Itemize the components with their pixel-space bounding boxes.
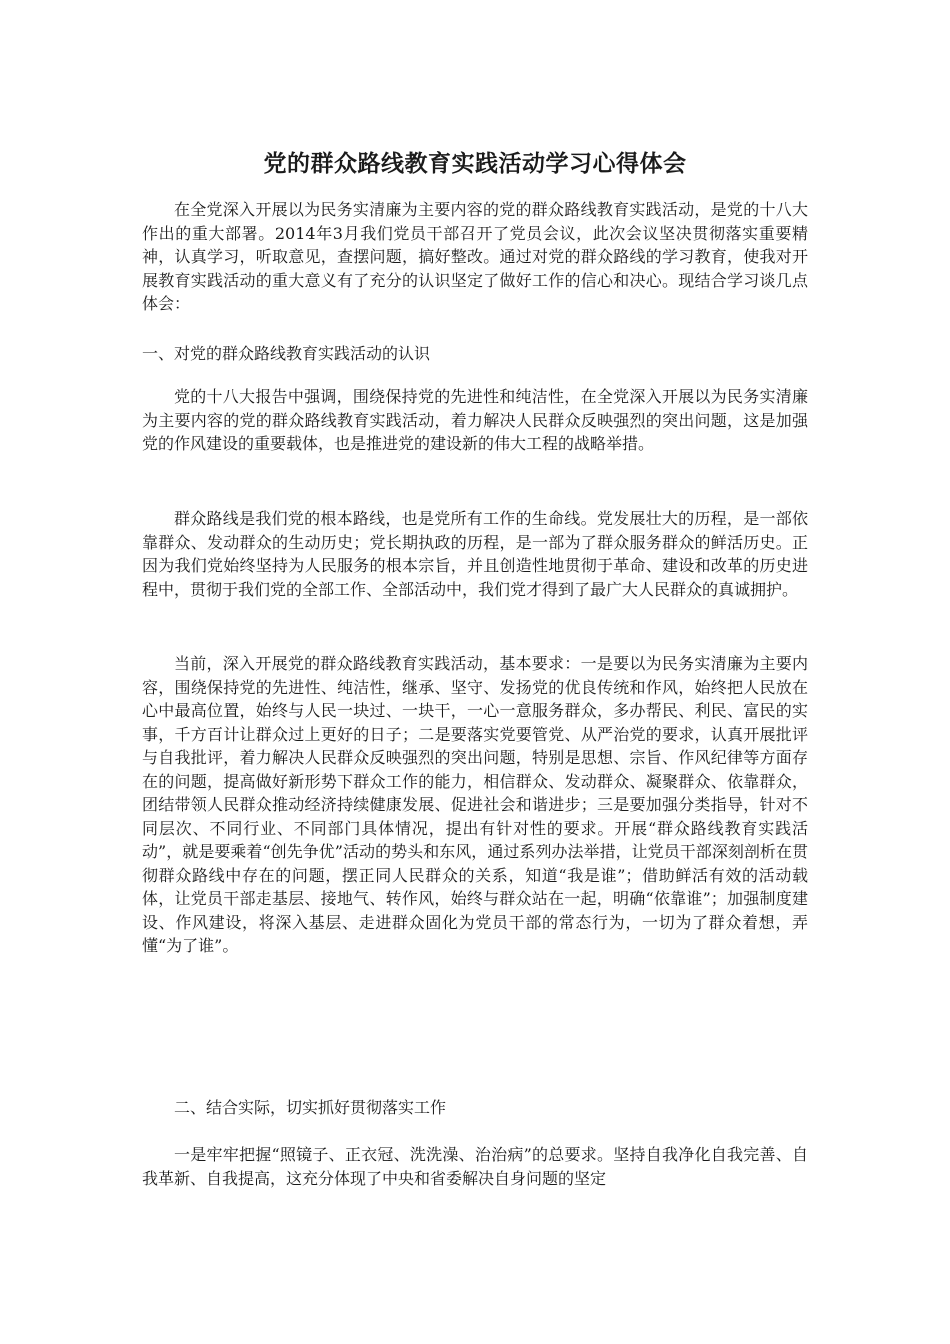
- section-two-paragraph-1: 一是牢牢把握“照镜子、正衣冠、洗洗澡、治治病”的总要求。坚持自我净化自我完善、自我革新、自我提高，这充分体现了中央和省委解决自身问题的坚定: [142, 1145, 808, 1188]
- section-one-heading: 一、对党的群众路线教育实践活动的认识: [142, 344, 431, 363]
- section-one-paragraph-1: 党的十八大报告中强调，围绕保持党的先进性和纯洁性，在全党深入开展以为民务实清廉为主要内容的党的群众路线教育实践活动，着力解决人民群众反映强烈的突出问题，这是加强党的作风建设的重要载体，也是推进党的建设新的伟大工程的战略举措。: [142, 387, 808, 453]
- section-one-paragraph-2: 群众路线是我们党的根本路线，也是党所有工作的生命线。党发展壮大的历程，是一部依靠群众、发动群众的生动历史；党长期执政的历程，是一部为了群众服务群众的鲜活历史。正因为我们党始终坚持为人民服务的根本宗旨，并且创造性地贯彻于革命、建设和改革的历史进程中，贯彻于我们党的全部工作、全部活动中，我们党才得到了最广大人民群众的真诚拥护。: [142, 509, 808, 599]
- section-two-heading: 二、结合实际，切实抓好贯彻落实工作: [174, 1098, 447, 1117]
- document-title: 党的群众路线教育实践活动学习心得体会: [263, 150, 687, 178]
- section-one-paragraph-3: 当前，深入开展党的群众路线教育实践活动，基本要求：一是要以为民务实清廉为主要内容，围绕保持党的先进性、纯洁性，继承、坚守、发扬党的优良传统和作风，始终把人民放在心中最高位置，始终与人民一块过、一块干，一心一意服务群众，多办帮民、利民、富民的实事，千方百计让群众过上更好的日子；二是要落实党要管党、从严治党的要求，认真开展批评与自我批评，着力解决人民群众反映强烈的突出问题，特别是思想、宗旨、作风纪律等方面存在的问题，提高做好新形势下群众工作的能力，相信群众、发动群众、凝聚群众、依靠群众，团结带领人民群众推动经济持续健康发展、促进社会和谐进步；三是要加强分类指导，针对不同层次、不同行业、不同部门具体情况，提出有针对性的要求。开展“群众路线教育实践活动”，就是要乘着“创先争优”活动的势头和东风，通过系列办法举措，让党员干部深刻剖析在贯彻群众路线中存在的问题，摆正同人民群众的关系，知道“我是谁”；借助鲜活有效的活动载体，让党员干部走基层、接地气、转作风，始终与群众站在一起，明确“依靠谁”；加强制度建设、作风建设，将深入基层、走进群众固化为党员干部的常态行为，一切为了群众着想，弄懂“为了谁”。: [142, 654, 808, 955]
- intro-paragraph: 在全党深入开展以为民务实清廉为主要内容的党的群众路线教育实践活动，是党的十八大作出的重大部署。2014年3月我们党员干部召开了党员会议，此次会议坚决贯彻落实重要精神，认真学习，听取意见，查摆问题，搞好整改。通过对党的群众路线的学习教育，使我对开展教育实践活动的重大意义有了充分的认识坚定了做好工作的信心和决心。现结合学习谈几点体会：: [142, 200, 808, 313]
